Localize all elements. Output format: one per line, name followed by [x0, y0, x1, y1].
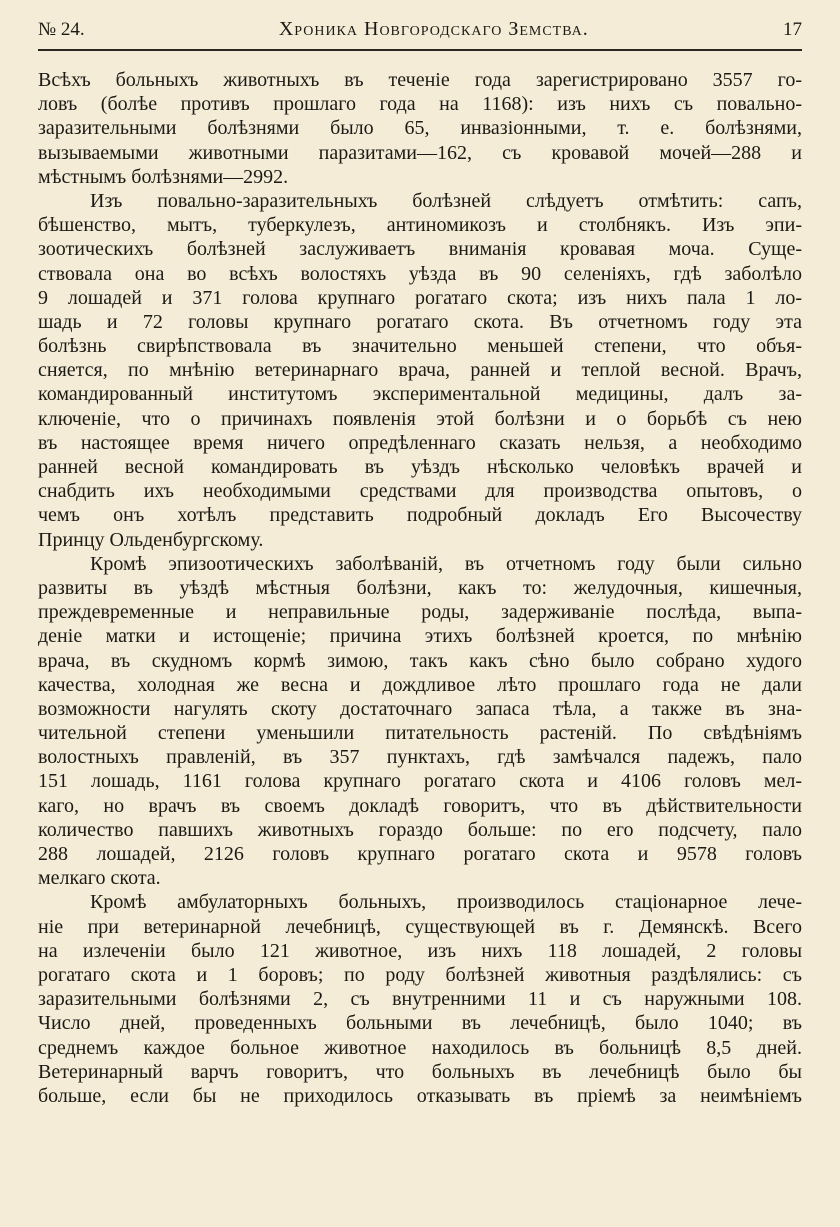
text-line: въ настоящее время ничего опредѣленнаго сказать нельзя, а необходимо [38, 431, 802, 454]
text-line: шадь и 72 головы крупнаго рогатаго скота. Въ отчетномъ году эта [38, 310, 802, 333]
text-line: рогатаго скота и 1 боровъ; по роду болѣзней животныя раздѣлялись: съ [38, 963, 802, 986]
text-line: болѣзнь свирѣпствовала въ значительно меньшей степени, что объя- [38, 335, 802, 358]
text-line: заразительными болѣзнями было 65, инвазіонными, т. е. болѣзнями, [38, 117, 802, 140]
text-line: заразительными болѣзнями 2, съ внутренними 11 и съ наружными 108. [38, 988, 802, 1011]
text-line: возможности нагулять скоту достаточнаго запаса тѣла, а также въ зна- [38, 697, 802, 720]
issue-number: № 24. [38, 19, 85, 40]
header-rule [38, 49, 802, 51]
text-line: сняется, по мнѣнію ветеринарнаго врача, ранней и теплой весной. Врачъ, [38, 359, 802, 382]
text-line: Принцу Ольденбургскому. [38, 528, 264, 551]
text-line: ранней весной командировать въ уѣздъ нѣсколько человѣкъ врачей и [38, 456, 802, 478]
text-line: Ветеринарный варчъ говоритъ, что больныхъ въ лечебницѣ было бы [38, 1060, 802, 1083]
text-line: Число дней, проведенныхъ больными въ лечебницѣ, было 1040; въ [38, 1012, 802, 1035]
text-line: мелкаго скота. [38, 867, 161, 890]
journal-title: Хроника Новгородскаго Земства. [278, 18, 589, 40]
text-line: врача, въ скудномъ кормѣ зимою, такъ какъ сѣно было собрано худого [38, 649, 802, 672]
text-line: развиты въ уѣздѣ мѣстныя болѣзни, какъ то: желудочныя, кишечныя, [38, 576, 802, 599]
text-line: чительной степени уменьшили питательность растеній. По свѣдѣніямъ [38, 722, 802, 745]
body-text [38, 68, 802, 1108]
text-line: ніе при ветеринарной лечебницѣ, существующей въ г. Демянскѣ. Всего [38, 915, 802, 938]
page-number: 17 [782, 19, 802, 40]
text-line: волостныхъ правленій, въ 357 пунктахъ, гдѣ замѣчался падежъ, пало [38, 746, 802, 769]
text-line: 288 лошадей, 2126 головъ крупнаго рогатаго скота и 9578 головъ [38, 843, 802, 865]
text-line: Изъ повально-заразительныхъ болѣзней слѣдуетъ отмѣтить: сапъ, [90, 189, 802, 212]
text-line: на излеченіи было 121 животное, изъ нихъ 118 лошадей, 2 головы [38, 939, 802, 962]
text-line: количество павшихъ животныхъ гораздо больше: по его подсчету, пало [38, 818, 802, 841]
text-line: качества, холодная же весна и дождливое лѣто прошлаго года не дали [38, 673, 802, 696]
text-line: 9 лошадей и 371 голова крупнаго рогатаго скота; изъ нихъ пала 1 ло- [38, 286, 802, 309]
text-line: мѣстнымъ болѣзнями—2992. [38, 165, 289, 188]
text-line: 151 лошадь, 1161 голова крупнаго рогатаго скота и 4106 головъ мел- [38, 770, 802, 793]
text-line: больше, если бы не приходилось отказывать въ пріемѣ за неимѣніемъ [38, 1084, 802, 1107]
text-line: среднемъ каждое больное животное находилось въ больницѣ 8,5 дней. [38, 1036, 802, 1059]
text-line: ствовала она во всѣхъ волостяхъ уѣзда въ 90 селеніяхъ, гдѣ заболѣло [38, 262, 802, 285]
text-line: зоотическихъ болѣзней заслуживаетъ вниманія кровавая моча. Суще- [38, 238, 802, 261]
text-line: чемъ онъ хотѣлъ представить подробный докладъ Его Высочеству [38, 504, 802, 527]
text-line: Кромѣ эпизоотическихъ заболѣваній, въ отчетномъ году были сильно [90, 552, 802, 575]
text-line: преждевременные и неправильные роды, задерживаніе послѣда, выпа- [38, 601, 802, 624]
text-line: вызываемыми животными паразитами—162, съ кровавой мочей—288 и [38, 141, 802, 164]
text-line: бѣшенство, мытъ, туберкулезъ, антиномикозъ и столбнякъ. Изъ эпи- [38, 214, 802, 237]
text-line: ловъ (болѣе противъ прошлаго года на 1168): изъ нихъ съ повально- [38, 93, 802, 116]
text-line: каго, но врачъ въ своемъ докладѣ говоритъ, что въ дѣйствительности [38, 794, 802, 817]
text-line: снабдить ихъ необходимыми средствами для производства опытовъ, о [38, 480, 802, 503]
running-head [38, 18, 802, 46]
text-line: Кромѣ амбулаторныхъ больныхъ, производилось стаціонарное лече- [90, 891, 802, 914]
text-line: ключеніе, что о причинахъ появленія этой болѣзни и о борьбѣ съ нею [38, 407, 802, 430]
text-line: командированный институтомъ экспериментальной медицины, далъ за- [38, 383, 802, 406]
text-line: деніе матки и истощеніе; причина этихъ болѣзней кроется, по мнѣнію [38, 625, 802, 648]
text-line: Всѣхъ больныхъ животныхъ въ теченіе года зарегистрировано 3557 го- [38, 69, 802, 91]
